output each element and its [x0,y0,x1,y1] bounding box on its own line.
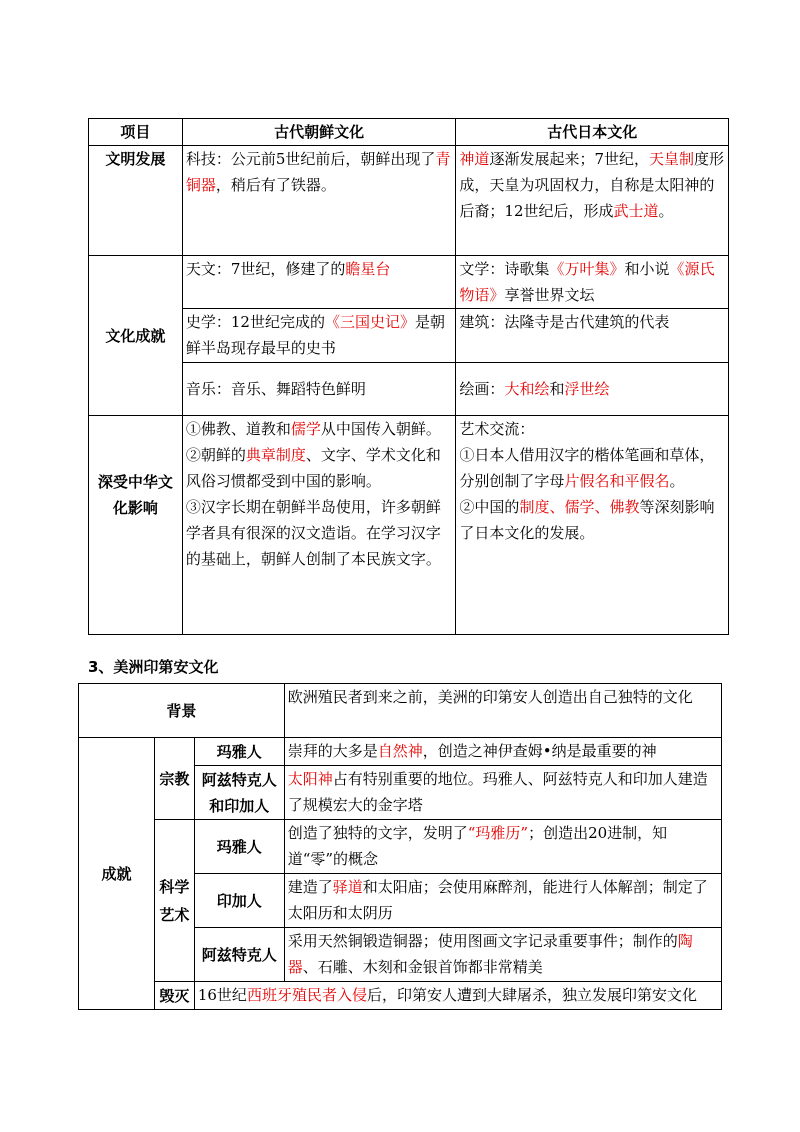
table-row-influence [89,416,729,635]
text-run: 文学：诗歌集 [459,260,550,278]
text-run: 逐渐发展起来；7世纪， [489,150,649,168]
text-run: 采用天然铜锻造铜器；使用图画文字记录重要事件；制作的 [287,932,678,950]
row-label-background: 背景 [79,684,285,738]
japan-architecture-cell [456,309,729,363]
highlighted-term: 瞻星台 [345,260,391,278]
japan-painting-cell [456,363,729,416]
text-run: ；创造出20进制，知道“零”的概念 [287,824,668,868]
table-row-achievement-arts [89,363,729,416]
science-aztec-text [284,928,721,982]
highlighted-term: 西班牙殖民者入侵 [246,986,367,1004]
highlighted-term: 制度、儒学、佛教 [519,498,640,516]
text-run: 度形成，天皇为巩固权力，自称是太阳神的后裔；12世纪后，形成 [459,150,725,220]
text-run: 创造了独特的文字，发明了 [287,824,468,842]
list-item [186,442,453,494]
section-title: 3、美洲印第安文化 [88,658,219,676]
text-run: 音乐：音乐、舞蹈特色鲜明 [185,380,366,398]
people-aztec-inca: 阿兹特克人和印加人 [194,766,284,820]
text-run: 史学：12世纪完成的 [185,313,325,331]
text-run: ②中国的 [459,498,520,516]
header-item: 项目 [89,119,183,146]
highlighted-term: 《万叶集》 [549,260,625,278]
text-run: 和 [549,380,565,398]
header-japan: 古代日本文化 [456,119,729,146]
category-religion: 宗教 [154,738,194,820]
text-run: 天文：7世纪，修建了的 [185,260,346,278]
text-run: 从中国传入朝鲜。 [320,420,441,438]
text-run: 。 [658,202,674,220]
highlighted-term: 陶器 [287,932,693,976]
japan-influence-cell [456,416,729,635]
list-item [459,494,725,546]
people-aztec: 阿兹特克人 [194,928,284,982]
text-run: 、文字、学术文化和风俗习惯都受到中国的影响。 [185,446,441,490]
table-row-civilization [89,146,729,256]
highlighted-term: 典章制度 [245,446,306,464]
text-run: 后，印第安人遭到大肆屠杀，独立发展印第安文化 [366,986,697,1004]
text-run: 是朝鲜半岛现存最早的史书 [185,313,445,357]
destruction-text [194,982,721,1010]
row-label-influence: 深受中华文化影响 [89,416,183,635]
religion-maya-text [284,738,721,766]
people-inca: 印加人 [194,874,284,928]
text-run: 艺术交流： [459,420,535,438]
highlighted-term: 《三国史记》 [324,313,415,331]
japan-civilization-cell [456,146,729,256]
text-run: ①佛教、道教和 [185,420,291,438]
highlighted-term: 天皇制 [648,150,694,168]
korea-civilization-cell [182,146,456,256]
list-item [459,416,725,442]
highlighted-term: 青铜器 [185,150,451,194]
text-run: ，稍后有了铁器。 [215,176,336,194]
text-run: 。 [669,472,685,490]
row-label-achievement: 成就 [79,738,155,1010]
row-label-achievement: 文化成就 [89,256,183,416]
text-run: ，创造之神伊查姆•纳是最重要的神 [422,742,657,760]
row-label-destruction: 毁灭 [154,982,194,1010]
ancient-korea-japan-culture-table [88,118,729,635]
text-run: 、石雕、木刻和金银首饰都非常精美 [302,958,543,976]
text-run: 建造了 [287,878,333,896]
list-item [186,494,453,572]
people-maya-science: 玛雅人 [194,820,284,874]
highlighted-term: 儒学 [290,420,321,438]
people-maya: 玛雅人 [194,738,284,766]
text-run: 崇拜的大多是 [287,742,378,760]
highlighted-term: 神道 [459,150,490,168]
religion-aztec-inca-text [284,766,721,820]
text-run: 和太阳庙；会使用麻醉剂，能进行人体解剖；制定了太阳历和太阴历 [287,878,708,922]
american-indian-culture-table [78,683,722,1010]
highlighted-term: 太阳神 [287,770,333,788]
table-row-achievement-astronomy [89,256,729,309]
highlighted-term: 大和绘 [504,380,550,398]
text-run: ①日本人借用汉字的楷体笔画和草体，分别创制了字母 [459,446,715,490]
background-text-cell [284,684,721,738]
table-row-destruction [79,982,722,1010]
header-korea: 古代朝鲜文化 [182,119,456,146]
science-inca-text [284,874,721,928]
table-header-row [89,119,729,146]
highlighted-term: “玛雅历” [467,824,529,842]
category-science-art: 科学艺术 [154,820,194,982]
highlighted-term: 武士道 [613,202,659,220]
text-run: ③汉字长期在朝鲜半岛使用，许多朝鲜学者具有很深的汉文造诣。在学习汉字的基础上，朝鲜人创制了本民族文字。 [185,498,441,568]
text-run: 建筑：法隆寺是古代建筑的代表 [459,313,670,331]
text-run: 等深刻影响了日本文化的发展。 [459,498,715,542]
table-row-religion-maya [79,738,722,766]
korea-music-cell [182,363,456,416]
list-item [459,442,725,494]
text-run: 占有特别重要的地位。玛雅人、阿兹特克人和印加人建造了规模宏大的金字塔 [287,770,708,814]
korea-astronomy-cell [182,256,456,309]
highlighted-term: 驿道 [332,878,363,896]
text-run: 和小说 [624,260,670,278]
text-run: 科技：公元前5世纪前后，朝鲜出现了 [185,150,436,168]
text-run: 欧洲殖民者到来之前，美洲的印第安人创造出自己独特的文化 [287,688,693,706]
highlighted-term: 片假名和平假名 [564,472,670,490]
text-run: ②朝鲜的 [185,446,246,464]
text-run: 16世纪 [197,986,247,1004]
table-row-background [79,684,722,738]
row-label-civilization: 文明发展 [89,146,183,256]
korea-history-cell [182,309,456,363]
text-run: 享誉世界文坛 [504,286,595,304]
list-item [186,416,453,442]
korea-influence-cell [182,416,456,635]
highlighted-term: 《源氏物语》 [459,260,715,304]
text-run: 绘画： [459,380,505,398]
table-row-science-maya [79,820,722,874]
highlighted-term: 自然神 [377,742,423,760]
science-maya-text [284,820,721,874]
japan-literature-cell [456,256,729,309]
table-row-achievement-history [89,309,729,363]
highlighted-term: 浮世绘 [564,380,610,398]
